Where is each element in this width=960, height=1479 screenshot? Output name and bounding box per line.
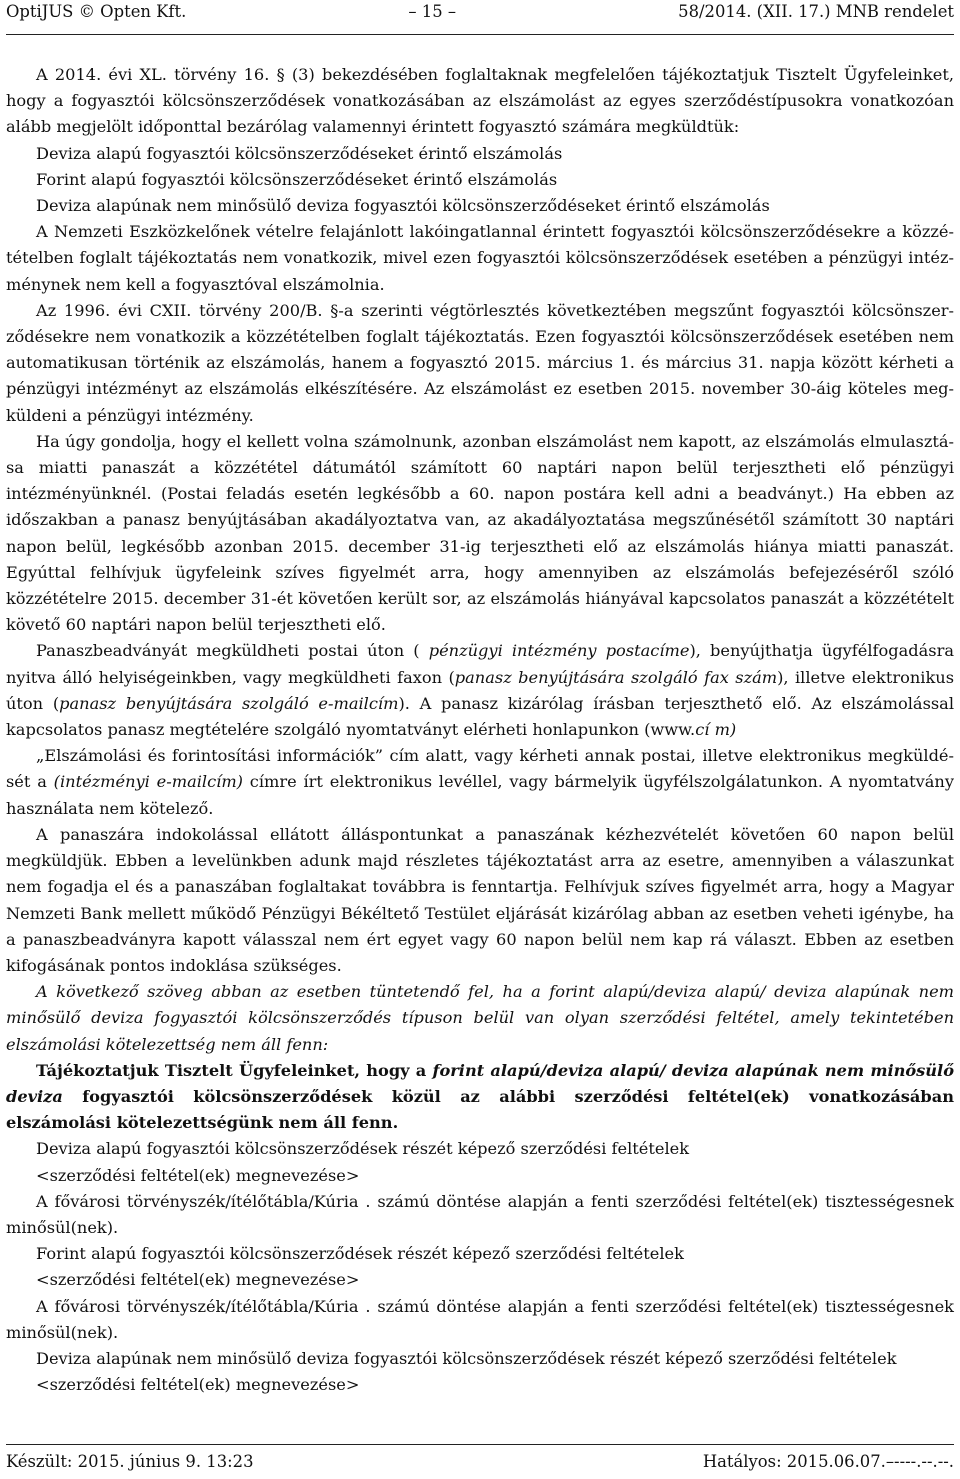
paragraph-dontes-2: A fővárosi törvényszék/ítélőtábla/Kúria . számú döntése alapján a fenti szerződési feltétel(ek) tisztességesnek minősül(nek).	[6, 1296, 954, 1342]
placeholder-postal-address: pénzügyi intézmény postacíme	[428, 641, 690, 661]
text-span: fogyasztói kölcsönszerződések közül az alábbi szerződési feltétel(ek) vonatkozásában elszámolási kötelezettségünk nem áll fenn.	[6, 1086, 954, 1133]
paragraph-instruction-italic: A következő szöveg abban az esetben tüntetendő fel, ha a forint alapú/deviza alapú/ deviza alapúnak nem minősülő deviza fogyasztói kölcsönszerződés típuson belül van olyan szerződési feltétel, amely tekintetében elszámolási kötelezettség nem áll fenn:	[6, 982, 954, 1054]
text-span: ), benyújthatja ügyfélfogadásra nyitva álló helyiségeinkben, vagy megküldheti faxon (	[6, 641, 955, 687]
paragraph-intro: A 2014. évi XL. törvény 16. § (3) bekezdésében foglaltaknak megfelelően tájékoztatjuk Tisztelt Ügyfeleinket, hogy a fogyasztói kölcsönszerződések vonatkozásában az elszámolást az egyes szerződéstípusokra vonatkozóan alább megjelölt időponttal bezárólag valamennyi érintett fogyasztó számára megküldtük:	[6, 65, 954, 137]
paragraph-panasz-benyujtas	[6, 638, 954, 743]
document-page	[6, 0, 954, 1479]
text-span: Panaszbeadványát megküldheti postai úton (	[36, 641, 429, 661]
placeholder-contract-type: forint alapú/deviza alapú/ deviza alapúnak nem minősülő deviza	[6, 1060, 954, 1106]
paragraph-nyomtatvany	[6, 743, 954, 822]
placeholder-feltetel-2: <szerződési feltétel(ek) megnevezése>	[36, 1270, 360, 1290]
footer-effective: Hatályos: 2015.06.07.–----.--.--.	[702, 1452, 954, 1471]
text-span: Tájékoztatjuk Tisztelt Ügyfeleinket, hogy a	[36, 1060, 433, 1080]
text-span: címre írt elektronikus levéllel, vagy bármelyik ügyfélszolgálatunkon. A nyomtatvány használata nem kötelező.	[6, 772, 954, 818]
placeholder-institution-email: (intézményi e-mailcím)	[53, 772, 243, 792]
page-header	[6, 2, 954, 26]
page-footer	[6, 1452, 954, 1471]
placeholder-fax-number: panasz benyújtására szolgáló fax szám	[454, 667, 778, 687]
paragraph-forint-elszamolas: Forint alapú fogyasztói kölcsönszerződéseket érintő elszámolás	[36, 169, 558, 189]
footer-created: Készült: 2015. június 9. 13:23	[6, 1452, 254, 1471]
placeholder-feltetel-1: <szerződési feltétel(ek) megnevezése>	[36, 1165, 360, 1185]
text-span: ), illetve elektronikus úton (	[6, 667, 954, 713]
header-page-number: – 15 –	[408, 2, 457, 21]
paragraph-bold-notice	[6, 1058, 954, 1137]
paragraph-forint-feltetelek: Forint alapú fogyasztói kölcsönszerződések részét képező szerződési feltételek	[36, 1244, 684, 1264]
header-publisher: OptiJUS © Opten Kft.	[6, 2, 187, 21]
placeholder-email-address: panasz benyújtására szolgáló e-mailcím	[59, 693, 399, 713]
paragraph-nemzeti-eszkozkezelo	[6, 219, 954, 298]
paragraph-nem-deviza-elszamolas: Deviza alapúnak nem minősülő deviza fogyasztói kölcsönszerződéseket érintő elszámolás	[36, 196, 770, 216]
text-nemzeti-eszkozkezelo: A Nemzeti Eszközkelőnek vételre felajánlott lakóingatlannal érintett fogyasztói kölcsönszerződésekre a közzétételben foglalt tájékoztatás nem vonatkozik, mivel ezen fogyasztói kölcsönszerződések esetében a pénzügyi intézménynek nem kell a fogyasztóval elszámolnia.	[6, 222, 954, 294]
text-span: „Elszámolási és forintosítási információk” cím alatt, vagy kérheti annak postai, illetve elektronikus megküldését a	[6, 746, 954, 792]
paragraph-dontes-1: A fővárosi törvényszék/ítélőtábla/Kúria . számú döntése alapján a fenti szerződési feltétel(ek) tisztességesnek minősül(nek).	[6, 1191, 954, 1237]
footer-divider	[6, 1444, 954, 1445]
document-body	[6, 62, 954, 1398]
paragraph-vegtorlesztes: Az 1996. évi CXII. törvény 200/B. §-a szerinti végtörlesztés következtében megszűnt fogyasztói kölcsönszerződésekre nem vonatkozik a közzétételben foglalt tájékoztatás. Ezen fogyasztói kölcsönszerződések esetében nem automatikusan történik az elszámolás, hanem a fogyasztó 2015. március 1. és március 31. napja között kérheti a pénzügyi intézményt az elszámolás elkészítésére. Az elszámolást ez esetben 2015. november 30-áig köteles megküldeni a pénzügyi intézmény.	[6, 300, 954, 425]
placeholder-website: cí m)	[695, 720, 737, 740]
paragraph-nem-deviza-feltetelek: Deviza alapúnak nem minősülő deviza fogyasztói kölcsönszerződések részét képező szerződési feltételek	[36, 1348, 897, 1368]
header-divider	[6, 34, 954, 35]
text-span: ). A panasz kizárólag írásban terjeszthető elő. Az elszámolással kapcsolatos panasz megtételére szolgáló nyomtatványt elérheti honlapunkon (www.	[6, 693, 955, 740]
paragraph-deviza-feltetelek: Deviza alapú fogyasztói kölcsönszerződések részét képező szerződési feltételek	[36, 1139, 690, 1159]
paragraph-deviza-elszamolas: Deviza alapú fogyasztói kölcsönszerződéseket érintő elszámolás	[36, 143, 563, 163]
placeholder-feltetel-3: <szerződési feltétel(ek) megnevezése>	[36, 1375, 360, 1395]
paragraph-allaspont: A panaszára indokolással ellátott álláspontunkat a panaszának kézhezvételét követően 60 napon belül megküldjük. Ebben a levelünkben adunk majd részletes tájékoztatást arra az esetre, amennyiben a válaszunkat nem fogadja el és a panaszában foglaltakat továbbra is fenntartja. Felhívjuk szíves figyelmét arra, hogy a Magyar Nemzeti Bank mellett működő Pénzügyi Békéltető Testület eljárását kizárólag abban az esetben veheti igénybe, ha a panaszbeadványra kapott válasszal nem ért egyet vagy 60 napon belül nem kap rá választ. Ebben az esetben kifogásának pontos indoklása szükséges.	[6, 824, 954, 975]
paragraph-panasz-hatarido: Ha úgy gondolja, hogy el kellett volna számolnunk, azonban elszámolást nem kapott, az elszámolás elmulasztása miatti panaszát a közzététel dátumától számított 60 naptári napon belül terjesztheti elő pénzügyi intézményünknél. (Postai feladás esetén legkésőbb a 60. napon postára kell adni a beadványt.) Ha ebben az időszakban a panasz benyújtásában akadályoztatva van, az akadályoztatása megszűnésétől számított 30 naptári napon belül, legkésőbb azonban 2015. december 31-ig terjesztheti elő az elszámolás hiánya miatti panaszát. Egyúttal felhívjuk ügyfeleink szíves figyelmét arra, hogy amennyiben az elszámolás befejezéséről szóló közzétételre 2015. december 31-ét követően került sor, az elszámolás hiányával kapcsolatos panaszát a közzétételt követő 60 naptári napon belül terjesztheti elő.	[6, 431, 954, 635]
header-regulation: 58/2014. (XII. 17.) MNB rendelet	[678, 2, 954, 21]
